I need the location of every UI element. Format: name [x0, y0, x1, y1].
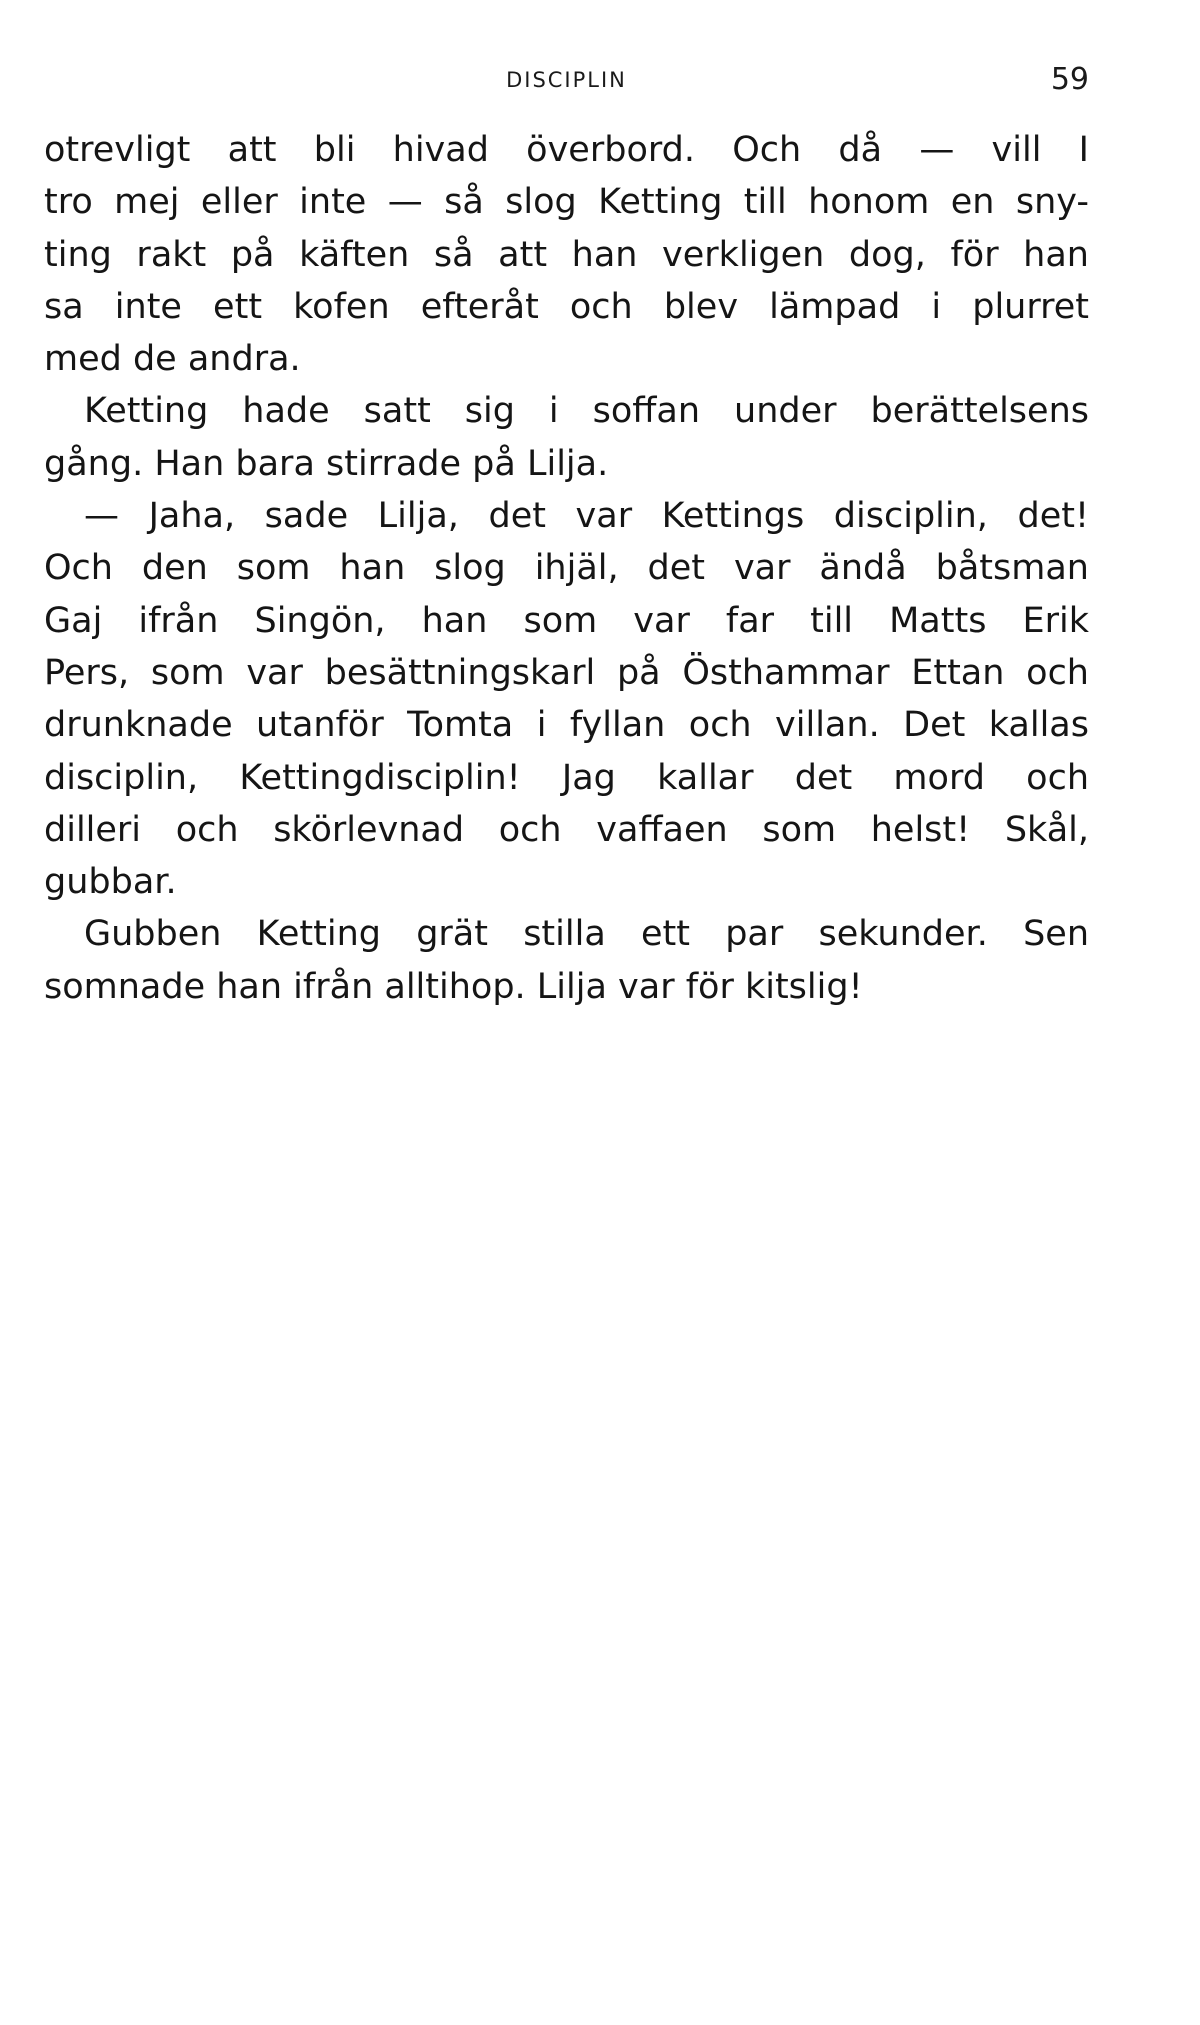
text-line: gång. Han bara stirrade på Lilja. [44, 443, 609, 484]
text-line: Och den som han slog ihjäl, det var ändå båtsman [44, 548, 1089, 589]
text-line: Pers, som var besättningskarl på Östhammar Ettan och [44, 652, 1089, 693]
text-line: sa inte ett kofen efteråt och blev lämpad i plurret [44, 286, 1089, 327]
text-line: disciplin, Kettingdisciplin! Jag kallar det mord och [44, 757, 1089, 798]
text-line: ting rakt på käften så att han verkligen dog, för han [44, 234, 1089, 275]
running-title: DISCIPLIN [506, 68, 627, 92]
text-line: tro mej eller inte — så slog Ketting till honom en sny- [44, 182, 1089, 223]
text-line: Gubben Ketting grät stilla ett par sekunder. Sen [84, 914, 1089, 955]
text-line: somnade han ifrån alltihop. Lilja var för kitslig! [44, 966, 863, 1007]
page-number: 59 [1050, 62, 1089, 97]
running-head [44, 62, 1089, 102]
text-line: — Jaha, sade Lilja, det var Kettings disciplin, det! [84, 496, 1089, 537]
text-line: Gaj ifrån Singön, han som var far till Matts Erik [44, 600, 1089, 641]
text-line: dilleri och skörlevnad och vaffaen som helst! Skål, [44, 809, 1089, 850]
text-line: drunknade utanför Tomta i fyllan och villan. Det kallas [44, 705, 1089, 746]
text-line: gubbar. [44, 862, 177, 903]
body-text [44, 124, 1089, 1013]
text-line: otrevligt att bli hivad överbord. Och då — vill I [44, 130, 1089, 170]
text-line: Ketting hade satt sig i soffan under berättelsens [84, 391, 1089, 432]
text-line: med de andra. [44, 339, 301, 380]
